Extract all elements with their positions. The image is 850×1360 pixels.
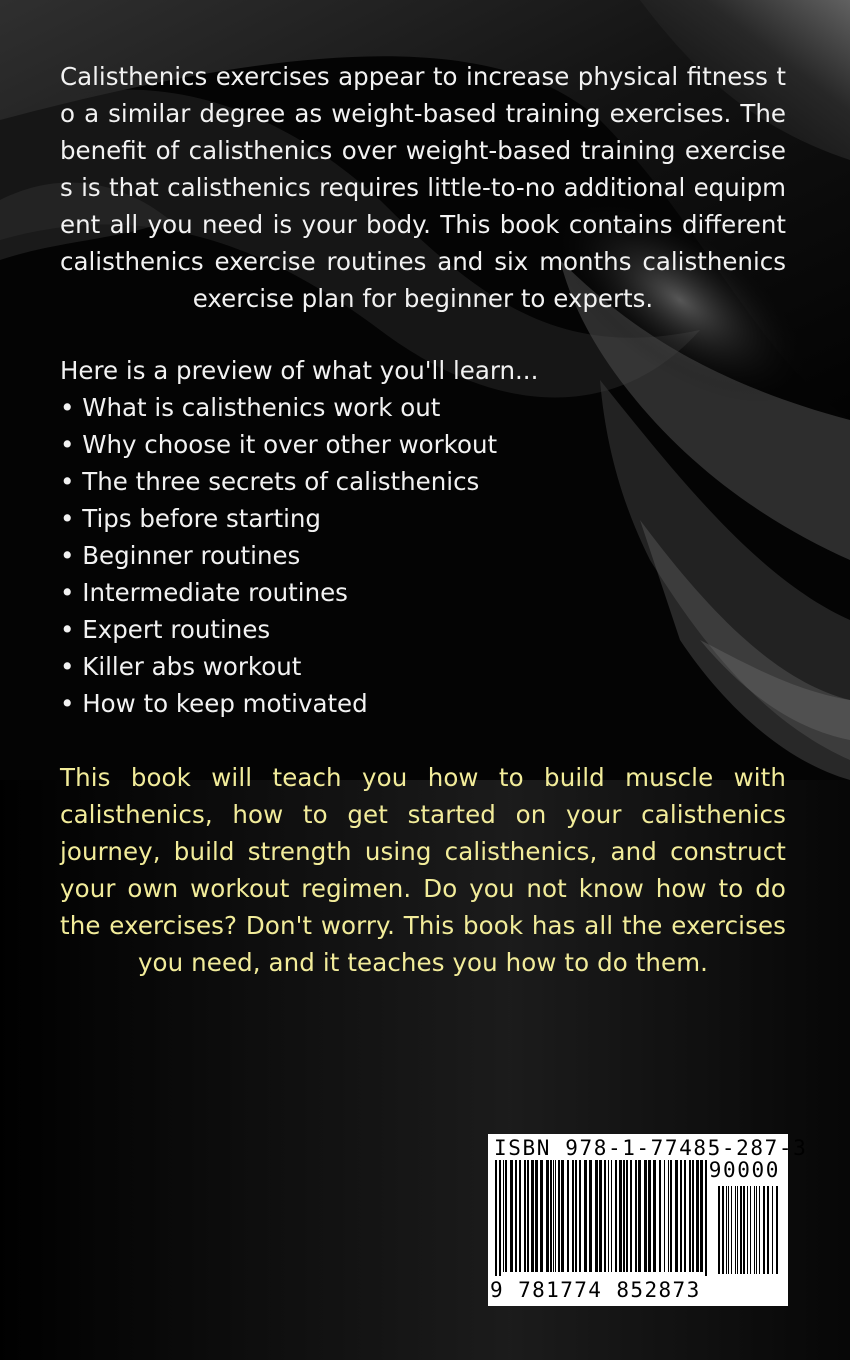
barcode-bar bbox=[626, 1160, 628, 1272]
barcode-bar bbox=[680, 1160, 682, 1272]
addon-barcode-bars bbox=[716, 1186, 782, 1276]
barcode-bar bbox=[726, 1186, 727, 1274]
barcode-bar bbox=[524, 1160, 526, 1272]
barcode-bar bbox=[505, 1160, 507, 1272]
price-code-label: 90000 bbox=[708, 1158, 780, 1182]
barcode-bar bbox=[604, 1160, 606, 1272]
intro-paragraph: Calisthenics exercises appear to increase physical fitness to a similar degree as weight-based training exercises. The benefit of calisthenics over weight-based training exercises is that calisthenics requires little-to-no additional equipment all you need is your body. This book contains different calisthenics exercise routines and six months calisthenics exercise plan for beginner to experts. bbox=[60, 62, 786, 313]
barcode-bar bbox=[740, 1186, 742, 1274]
barcode-bar bbox=[689, 1160, 691, 1272]
closing-paragraph: This book will teach you how to build muscle with calisthenics, how to get started on your calisthenics journey, build strength using calisthenics, and construct your own workout regimen. Do you not know how to do the exercises? Don't worry. This book has all the exercises you need, and it teaches you how to do them. bbox=[60, 763, 786, 977]
barcode-bar bbox=[575, 1160, 577, 1272]
barcode-bar bbox=[572, 1160, 574, 1272]
barcode-bar bbox=[567, 1160, 569, 1272]
barcode-bar bbox=[747, 1186, 748, 1274]
barcode-bar bbox=[735, 1186, 736, 1274]
barcode-bar bbox=[589, 1160, 592, 1272]
barcode-bar bbox=[527, 1160, 529, 1272]
barcode-bar bbox=[756, 1186, 757, 1274]
barcode-bar bbox=[611, 1160, 612, 1272]
barcode-bar bbox=[630, 1160, 632, 1272]
preview-heading: Here is a preview of what you'll learn... bbox=[60, 356, 539, 385]
barcode-bar bbox=[608, 1160, 609, 1272]
barcode-bar bbox=[540, 1160, 543, 1272]
barcode-bar bbox=[696, 1160, 699, 1272]
barcode-bar bbox=[668, 1160, 669, 1272]
barcode-bar bbox=[763, 1186, 765, 1274]
barcode-bar bbox=[515, 1160, 517, 1272]
barcode-bar bbox=[495, 1160, 497, 1276]
barcode-bar bbox=[635, 1160, 637, 1272]
barcode-bar bbox=[558, 1160, 560, 1272]
barcode-bar bbox=[546, 1160, 549, 1272]
barcode-bar bbox=[555, 1160, 556, 1272]
barcode-bar bbox=[664, 1160, 665, 1272]
barcode-bar bbox=[659, 1160, 661, 1272]
list-item: • How to keep motivated bbox=[60, 685, 786, 722]
barcode-bar bbox=[754, 1186, 755, 1274]
barcode-bar bbox=[584, 1160, 587, 1272]
isbn-label: ISBN 978-1-77485-287-3 bbox=[494, 1136, 808, 1160]
barcode-bar bbox=[550, 1160, 552, 1272]
list-item: • Expert routines bbox=[60, 611, 786, 648]
barcode-bar bbox=[561, 1160, 564, 1272]
barcode-bar bbox=[638, 1160, 641, 1272]
barcode-bar bbox=[553, 1160, 554, 1272]
barcode-bar bbox=[595, 1160, 598, 1272]
preview-section bbox=[60, 352, 786, 722]
barcode-bar bbox=[750, 1186, 751, 1274]
barcode-bar bbox=[776, 1186, 778, 1274]
barcode-bars bbox=[493, 1160, 713, 1276]
ean-digits: 9 781774 852873 bbox=[490, 1278, 701, 1302]
barcode-bar bbox=[743, 1186, 745, 1274]
barcode-bar bbox=[535, 1160, 538, 1272]
list-item: • Tips before starting bbox=[60, 500, 786, 537]
list-item: • Killer abs workout bbox=[60, 648, 786, 685]
barcode-bar bbox=[722, 1186, 724, 1274]
barcode-bar bbox=[648, 1160, 651, 1272]
barcode-bar bbox=[772, 1186, 773, 1274]
barcode-bar bbox=[684, 1160, 686, 1272]
barcode-bar bbox=[531, 1160, 534, 1272]
barcode-bar bbox=[599, 1160, 602, 1272]
barcode-bar bbox=[718, 1186, 720, 1274]
barcode-bar bbox=[705, 1160, 707, 1276]
preview-bullet-list bbox=[60, 389, 786, 722]
barcode-bar bbox=[510, 1160, 513, 1272]
list-item: • Beginner routines bbox=[60, 537, 786, 574]
barcode-bar bbox=[579, 1160, 581, 1272]
barcode-bar bbox=[700, 1160, 703, 1272]
barcode-bar bbox=[619, 1160, 622, 1272]
barcode-bar bbox=[623, 1160, 625, 1272]
barcode-bar bbox=[728, 1186, 729, 1274]
barcode-bar bbox=[653, 1160, 656, 1272]
list-item: • Why choose it over other workout bbox=[60, 426, 786, 463]
barcode-bar bbox=[692, 1160, 694, 1272]
barcode-bar bbox=[644, 1160, 647, 1272]
barcode-bar bbox=[615, 1160, 617, 1272]
list-item: • Intermediate routines bbox=[60, 574, 786, 611]
barcode-bar bbox=[767, 1186, 769, 1274]
barcode-bar bbox=[737, 1186, 738, 1274]
barcode-bar bbox=[731, 1186, 732, 1274]
barcode-bar bbox=[670, 1160, 672, 1272]
list-item: • The three secrets of calisthenics bbox=[60, 463, 786, 500]
barcode-bar bbox=[675, 1160, 678, 1272]
barcode-bar bbox=[503, 1160, 504, 1272]
barcode-bar bbox=[519, 1160, 521, 1272]
isbn-barcode bbox=[488, 1134, 808, 1306]
barcode-bar bbox=[499, 1160, 501, 1276]
barcode-bar bbox=[759, 1186, 760, 1274]
list-item: • What is calisthenics work out bbox=[60, 389, 786, 426]
